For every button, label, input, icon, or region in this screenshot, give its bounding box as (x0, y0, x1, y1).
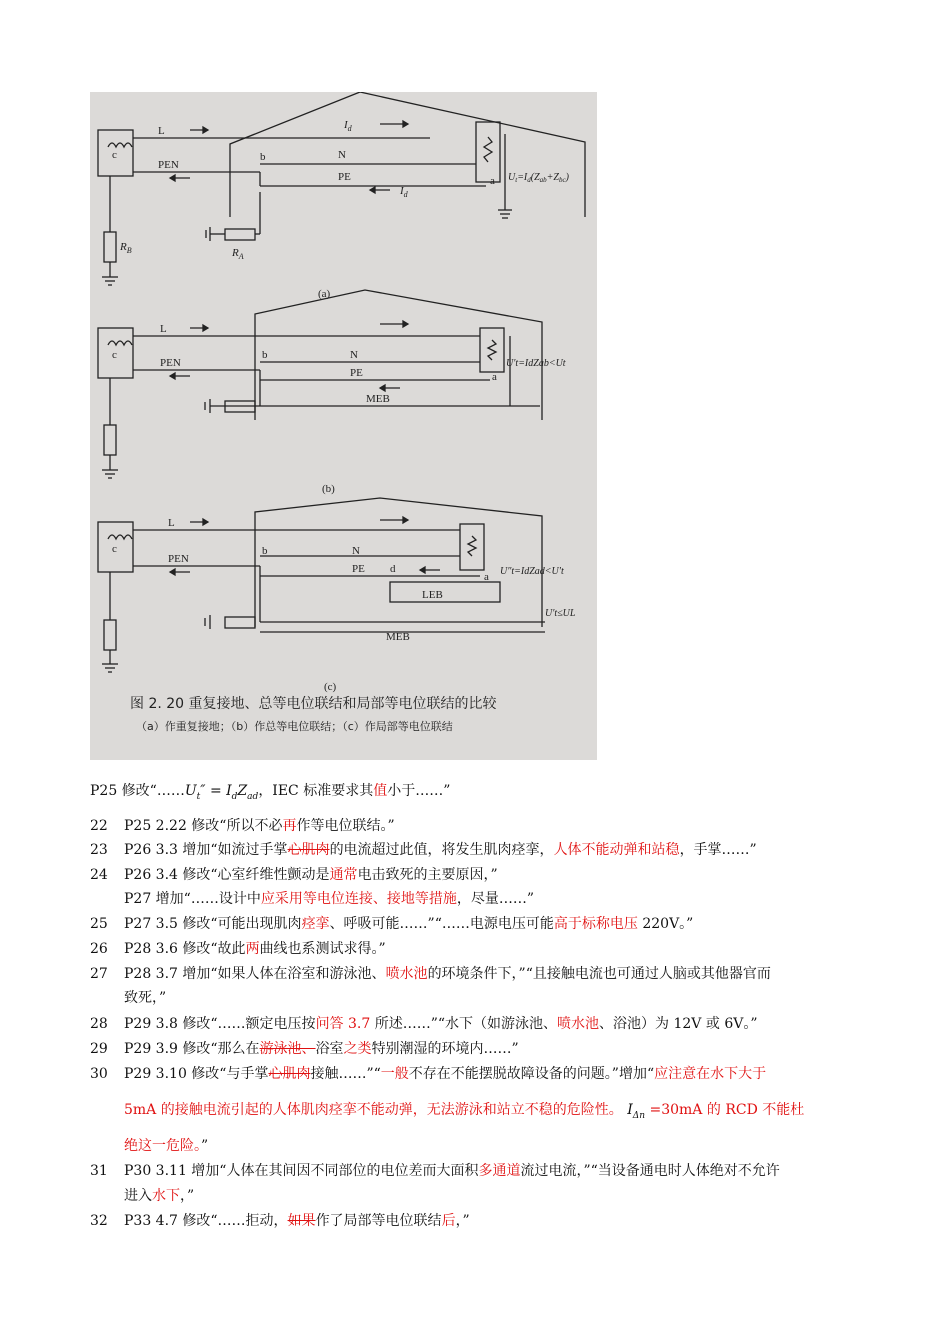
panel-c-PEN: PEN (168, 553, 189, 565)
panel-c-b: b (262, 545, 268, 557)
panel-b-b: b (262, 349, 268, 361)
panel-c-LEB: LEB (422, 589, 443, 601)
panel-c-PE: PE (352, 563, 365, 575)
panel-b-formula: U′t=IdZab<Ut (506, 358, 566, 369)
panel-a-caption: (a) (318, 288, 331, 300)
panel-a-c: c (112, 149, 117, 161)
panel-a-a: a (490, 175, 495, 187)
panel-a (98, 92, 585, 285)
panel-a-Id2: $I_d$ (400, 185, 408, 199)
panel-c-labels (112, 517, 576, 693)
panel-b-N: N (350, 349, 358, 361)
panel-b-c: c (112, 349, 117, 361)
panel-c-d: d (390, 563, 396, 575)
panel-a-RB: $R_B$ (120, 241, 132, 255)
p25-line: P25 修改“$\dots\dots U_t'' = I_dZ_{ad}$，IEC 标准要求其值小于……” (90, 783, 451, 802)
panel-c-L: L (168, 517, 175, 529)
figure-caption: 图 2. 20 重复接地、总等电位联结和局部等电位联结的比较 (130, 696, 497, 712)
panel-b-PE: PE (350, 367, 363, 379)
panel-c-formula2: U′t≤UL (545, 608, 576, 619)
figure-subcaption: （a）作重复接地；（b）作总等电位联结；（c）作局部等电位联结 (136, 720, 453, 733)
panel-b-labels (112, 323, 566, 495)
panel-c-MEB: MEB (386, 631, 410, 643)
rcd-symbol: $I_{\Delta n}$ (622, 1102, 646, 1121)
panel-b (98, 290, 542, 478)
panel-a-b: b (260, 151, 266, 163)
panel-c-c: c (112, 543, 117, 555)
panel-a-N: N (338, 149, 346, 161)
panel-b-PEN: PEN (160, 357, 181, 369)
panel-c-formula1: U″t=IdZad<U′t (500, 566, 564, 577)
panel-b-a: a (492, 371, 497, 383)
panel-c (98, 498, 545, 672)
p25-formula: $U_t'' = I_dZ_{ad}$ (184, 783, 259, 802)
panel-a-PEN: PEN (158, 159, 179, 171)
panel-c-a: a (484, 571, 489, 583)
panel-b-MEB: MEB (366, 393, 390, 405)
panel-b-caption: (b) (322, 483, 335, 495)
panel-a-L: L (158, 125, 165, 137)
panel-a-RA: $R_A$ (232, 247, 244, 261)
panel-b-L: L (160, 323, 167, 335)
panel-c-caption: (c) (324, 681, 337, 693)
panel-c-N: N (352, 545, 360, 557)
panel-a-formula: $U_t=I_d(Z_{ab}+Z_{bc})$ (508, 172, 569, 184)
panel-a-PE: PE (338, 171, 351, 183)
panel-a-Id: $I_d$ (344, 119, 352, 133)
figure-photo (90, 92, 597, 760)
figure-diagram (90, 92, 597, 760)
